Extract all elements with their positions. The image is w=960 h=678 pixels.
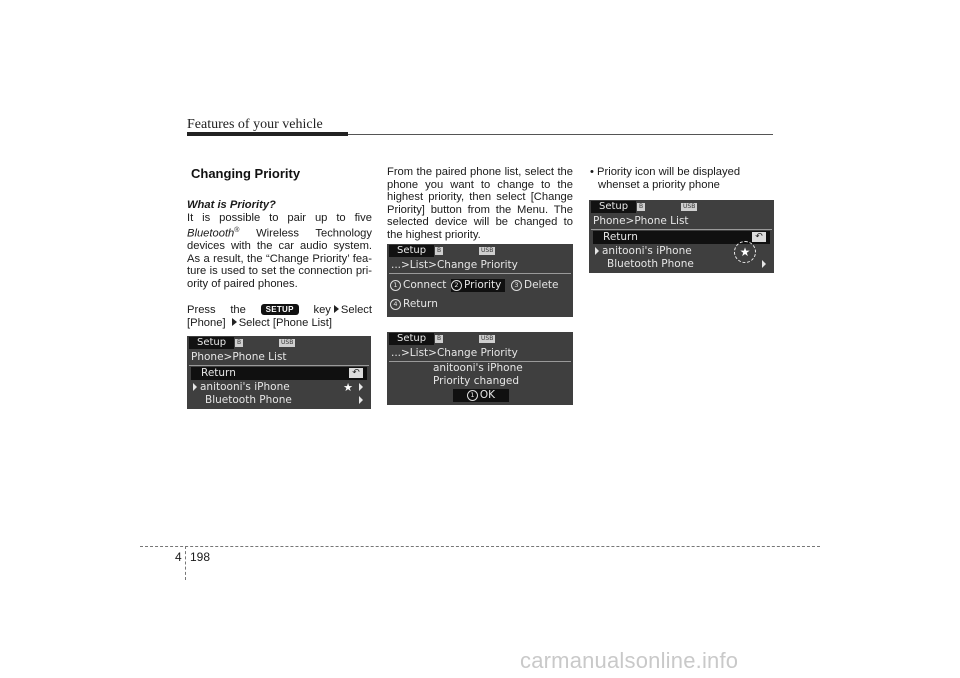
menu-item-delete xyxy=(511,279,559,292)
lcd-row-return xyxy=(191,367,367,380)
lcd-status-bar xyxy=(187,336,371,350)
menu-label: Priority xyxy=(464,279,502,291)
bluetooth-icon: B xyxy=(436,247,442,254)
footer-rule xyxy=(140,546,820,547)
lcd-screen-phone-list xyxy=(187,336,371,409)
lcd-status-bar xyxy=(387,244,573,258)
return-label: Return xyxy=(201,367,236,379)
arrow-right-icon xyxy=(193,383,197,391)
instruction-select-phone: Select [Phone] xyxy=(187,304,372,329)
menu-label: Connect xyxy=(403,279,447,291)
middle-paragraph: From the paired phone list, select the phone you want to change to the highest priority, then select [Change Priority] button from the Menu. The selected device will be changed to the highest priority. xyxy=(387,166,573,241)
changed-status: Priority changed xyxy=(433,375,520,387)
registered-mark: ® xyxy=(234,226,240,234)
arrow-right-icon xyxy=(334,305,339,313)
section-heading: Changing Priority xyxy=(191,166,301,181)
number-badge: 4 xyxy=(390,299,401,310)
arrow-right-icon xyxy=(762,260,766,268)
number-badge: 2 xyxy=(451,280,462,291)
menu-label: Delete xyxy=(524,279,559,291)
phone-sub-label: Bluetooth Phone xyxy=(607,258,694,270)
lcd-setup-tab: Setup xyxy=(389,333,434,345)
intro-text-a: It is possible to pair up to five xyxy=(187,212,372,224)
lcd-path: Phone>Phone List xyxy=(191,351,287,363)
ok-button xyxy=(453,389,509,402)
arrow-right-icon xyxy=(359,396,363,404)
bullet-line-2: whenset a priority phone xyxy=(598,178,720,191)
intro-paragraph xyxy=(187,212,372,290)
menu-item-return xyxy=(390,298,438,311)
intro-text-b: Wireless Technology devices with the car audio system. As a result, the “Change Priority’ fea-ture is used to set the connection pri-ority of paired phones. xyxy=(187,227,372,290)
lcd-setup-tab: Setup xyxy=(389,245,434,257)
chapter-number: 4 xyxy=(175,550,182,564)
bullet-note xyxy=(590,166,774,191)
back-arrow-icon: ↶ xyxy=(349,368,363,378)
lcd-row-phone xyxy=(191,381,367,394)
number-badge: 3 xyxy=(511,280,522,291)
lcd-setup-tab: Setup xyxy=(591,201,636,213)
phone-name: anitooni's iPhone xyxy=(602,245,692,257)
watermark: carmanualsonline.info xyxy=(520,648,739,673)
bluetooth-icon: B xyxy=(236,339,242,346)
lcd-screen-phone-list-star xyxy=(589,200,774,273)
lcd-path: ...>List>Change Priority xyxy=(391,347,518,359)
bluetooth-icon: B xyxy=(638,203,644,210)
lcd-divider xyxy=(189,365,369,366)
subheading: What is Priority? xyxy=(187,199,276,211)
lcd-path: ...>List>Change Priority xyxy=(391,259,518,271)
page-header-title: Features of your vehicle xyxy=(187,117,323,132)
lcd-status-bar xyxy=(589,200,774,214)
instruction-key-word: key xyxy=(313,304,331,316)
lcd-divider xyxy=(591,229,772,230)
usb-icon: USB xyxy=(281,339,294,346)
number-badge: 1 xyxy=(467,390,478,401)
lcd-status-bar xyxy=(387,332,573,346)
lcd-path: Phone>Phone List xyxy=(593,215,689,227)
usb-icon: USB xyxy=(481,247,494,254)
bluetooth-brand: Bluetooth xyxy=(187,227,235,240)
arrow-right-icon xyxy=(595,247,599,255)
usb-icon: USB xyxy=(683,203,696,210)
phone-sub-label: Bluetooth Phone xyxy=(205,394,292,406)
bluetooth-icon: B xyxy=(436,335,442,342)
menu-item-priority xyxy=(451,279,505,292)
arrow-right-icon xyxy=(232,318,237,326)
ok-label: OK xyxy=(479,389,496,401)
instruction-select-phone-list: Select [Phone List] xyxy=(238,316,332,329)
lcd-screen-priority-changed xyxy=(387,332,573,405)
phone-name: anitooni's iPhone xyxy=(200,381,290,393)
bullet-line-1: • Priority icon will be displayed xyxy=(590,166,741,178)
setup-key-badge: SETUP xyxy=(261,304,299,315)
instruction-press: Press the xyxy=(187,304,246,316)
lcd-row-phone-sub xyxy=(191,394,367,407)
usb-icon: USB xyxy=(481,335,494,342)
header-rule-thin xyxy=(348,134,773,135)
page-number: 198 xyxy=(190,550,211,564)
lcd-setup-tab: Setup xyxy=(189,337,234,349)
changed-phone-name: anitooni's iPhone xyxy=(433,362,523,374)
priority-star-icon: ★ xyxy=(343,381,353,394)
return-label: Return xyxy=(603,231,638,243)
priority-star-highlight-icon: ★ xyxy=(734,241,756,263)
instruction-paragraph xyxy=(187,304,372,329)
back-arrow-icon: ↶ xyxy=(752,232,766,242)
lcd-divider xyxy=(389,273,571,274)
header-rule-thick xyxy=(187,132,348,136)
lcd-screen-change-priority xyxy=(387,244,573,317)
number-badge: 1 xyxy=(390,280,401,291)
menu-label: Return xyxy=(403,298,438,310)
footer-vertical-rule xyxy=(185,546,186,580)
menu-item-connect xyxy=(390,279,446,292)
arrow-right-icon xyxy=(359,383,363,391)
